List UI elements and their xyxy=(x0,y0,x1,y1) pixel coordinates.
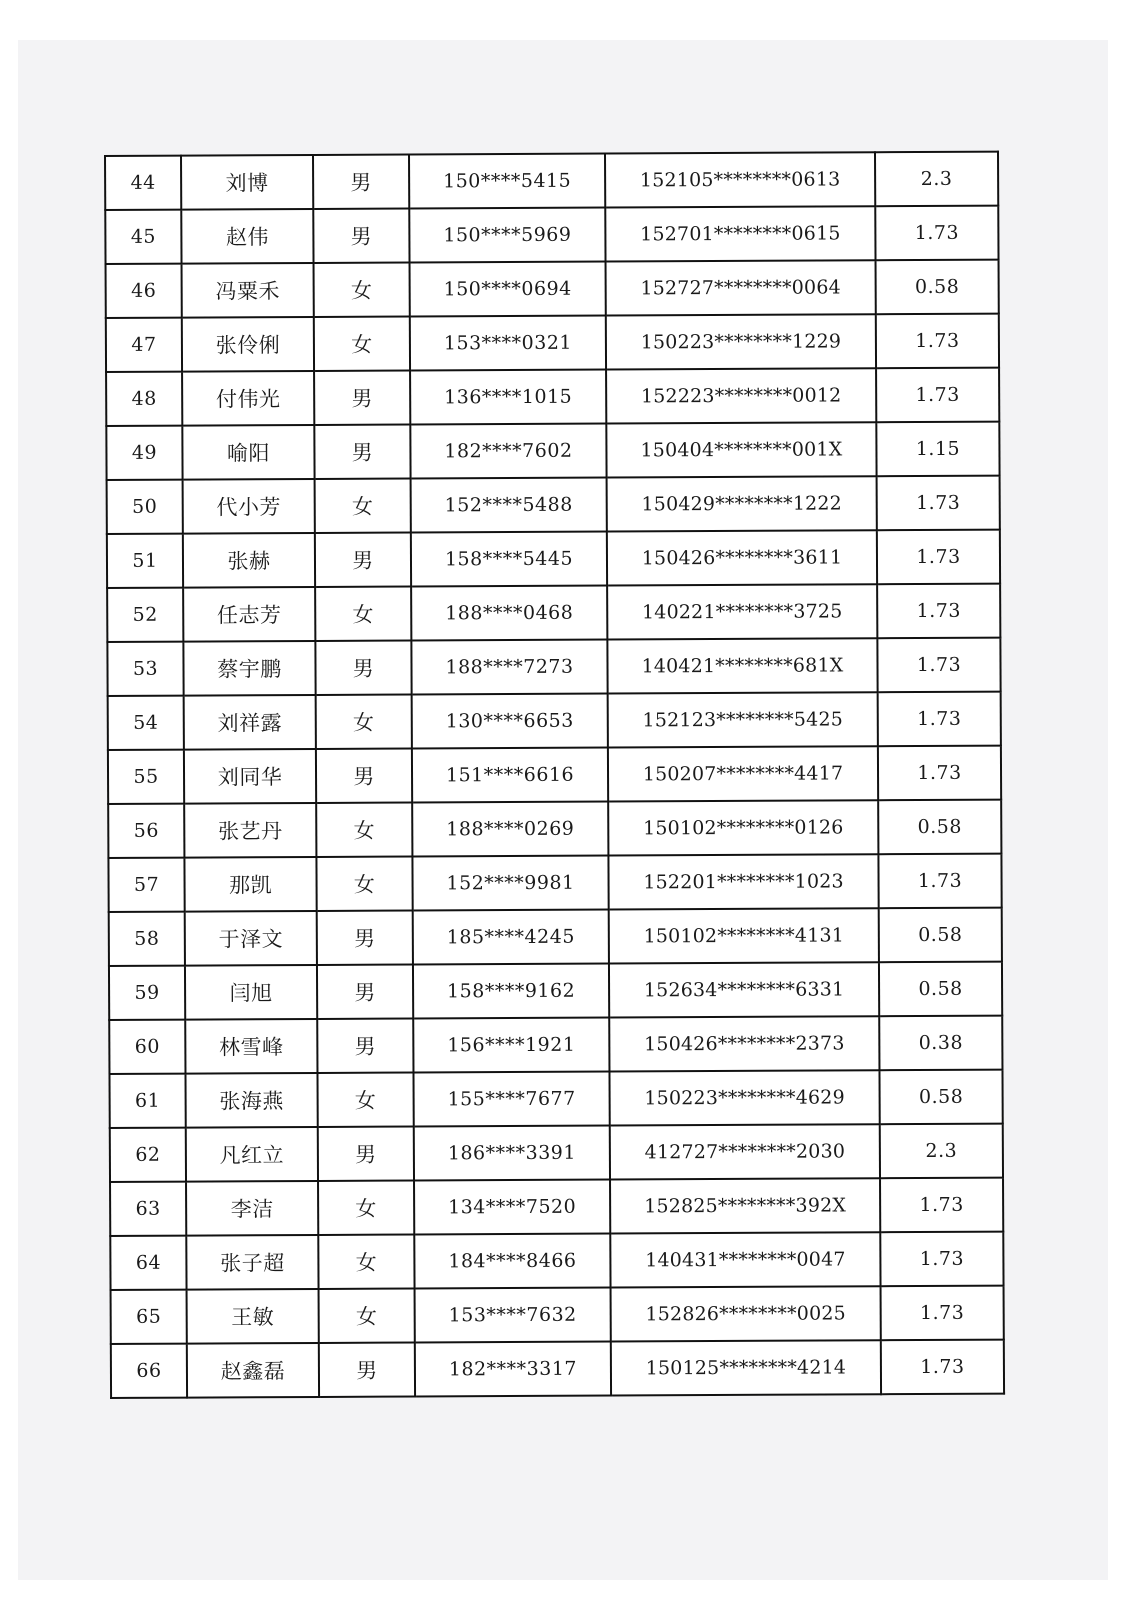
amount-cell: 1.73 xyxy=(880,1178,1003,1233)
row-number-cell: 65 xyxy=(111,1290,187,1344)
id-number-cell: 152201********1023 xyxy=(608,854,878,909)
id-number-cell: 152634********6331 xyxy=(609,962,879,1017)
phone-cell: 185****4245 xyxy=(413,910,609,965)
id-number-cell: 152105********0613 xyxy=(605,152,875,207)
gender-cell: 男 xyxy=(317,964,413,1018)
phone-cell: 152****9981 xyxy=(412,856,608,911)
name-cell: 代小芳 xyxy=(183,479,315,534)
gender-cell: 男 xyxy=(319,1342,415,1396)
phone-cell: 186****3391 xyxy=(414,1126,610,1181)
gender-cell: 女 xyxy=(316,803,412,857)
gender-cell: 女 xyxy=(318,1234,414,1288)
id-number-cell: 152826********0025 xyxy=(611,1286,881,1341)
table-row xyxy=(109,1070,1002,1128)
id-number-cell: 150102********4131 xyxy=(609,908,879,963)
phone-cell: 188****0269 xyxy=(412,802,608,857)
amount-cell: 1.73 xyxy=(877,638,1000,693)
table-row xyxy=(109,908,1002,966)
phone-cell: 188****7273 xyxy=(411,640,607,695)
phone-cell: 158****9162 xyxy=(413,964,609,1019)
name-cell: 王敏 xyxy=(187,1289,319,1344)
id-number-cell: 150102********0126 xyxy=(608,800,878,855)
gender-cell: 女 xyxy=(316,695,412,749)
table-row xyxy=(111,1286,1004,1344)
row-number-cell: 56 xyxy=(108,804,184,858)
table-row xyxy=(106,422,999,480)
id-number-cell: 152123********5425 xyxy=(608,692,878,747)
gender-cell: 男 xyxy=(314,371,410,425)
phone-cell: 152****5488 xyxy=(411,478,607,533)
row-number-cell: 58 xyxy=(109,912,185,966)
table-row xyxy=(109,1016,1002,1074)
phone-cell: 151****6616 xyxy=(412,748,608,803)
amount-cell: 1.73 xyxy=(881,1286,1004,1341)
amount-cell: 0.58 xyxy=(879,908,1002,963)
row-number-cell: 50 xyxy=(107,480,183,534)
name-cell: 刘博 xyxy=(181,155,313,210)
id-number-cell: 150426********3611 xyxy=(607,530,877,585)
amount-cell: 1.73 xyxy=(878,746,1001,801)
name-cell: 李洁 xyxy=(186,1181,318,1236)
id-number-cell: 150223********4629 xyxy=(609,1070,879,1125)
name-cell: 刘祥露 xyxy=(184,695,316,750)
gender-cell: 男 xyxy=(313,209,409,263)
name-cell: 闫旭 xyxy=(185,965,317,1020)
gender-cell: 男 xyxy=(318,1126,414,1180)
row-number-cell: 60 xyxy=(109,1020,185,1074)
amount-cell: 0.58 xyxy=(879,962,1002,1017)
row-number-cell: 63 xyxy=(110,1182,186,1236)
table-row xyxy=(106,260,999,318)
id-number-cell: 150207********4417 xyxy=(608,746,878,801)
row-number-cell: 54 xyxy=(108,696,184,750)
phone-cell: 188****0468 xyxy=(411,586,607,641)
phone-cell: 153****0321 xyxy=(410,316,606,371)
table-row xyxy=(109,962,1002,1020)
gender-cell: 女 xyxy=(314,317,410,371)
row-number-cell: 44 xyxy=(105,156,181,210)
table-row xyxy=(105,152,998,210)
row-number-cell: 64 xyxy=(110,1236,186,1290)
id-number-cell: 150223********1229 xyxy=(606,314,876,369)
row-number-cell: 62 xyxy=(110,1128,186,1182)
row-number-cell: 66 xyxy=(111,1344,187,1398)
table-row xyxy=(106,314,999,372)
name-cell: 于泽文 xyxy=(185,911,317,966)
amount-cell: 1.73 xyxy=(877,530,1000,585)
name-cell: 冯粟禾 xyxy=(182,263,314,318)
name-cell: 林雪峰 xyxy=(185,1019,317,1074)
row-number-cell: 51 xyxy=(107,534,183,588)
table-row xyxy=(105,206,998,264)
gender-cell: 女 xyxy=(319,1288,415,1342)
row-number-cell: 59 xyxy=(109,966,185,1020)
table-body xyxy=(105,152,1004,1398)
table-row xyxy=(106,368,999,426)
table-row xyxy=(107,638,1000,696)
row-number-cell: 52 xyxy=(107,588,183,642)
table-row xyxy=(111,1340,1004,1398)
subsidy-list-table xyxy=(104,151,1005,1399)
phone-cell: 130****6653 xyxy=(412,694,608,749)
phone-cell: 182****7602 xyxy=(410,424,606,479)
table-row xyxy=(107,530,1000,588)
table-row xyxy=(110,1124,1003,1182)
amount-cell: 1.73 xyxy=(876,314,999,369)
gender-cell: 男 xyxy=(315,641,411,695)
phone-cell: 136****1015 xyxy=(410,370,606,425)
row-number-cell: 47 xyxy=(106,318,182,372)
amount-cell: 2.3 xyxy=(880,1124,1003,1179)
amount-cell: 1.15 xyxy=(876,422,999,477)
amount-cell: 1.73 xyxy=(876,368,999,423)
amount-cell: 1.73 xyxy=(877,584,1000,639)
gender-cell: 女 xyxy=(316,857,412,911)
id-number-cell: 150426********2373 xyxy=(609,1016,879,1071)
gender-cell: 女 xyxy=(317,1072,413,1126)
row-number-cell: 46 xyxy=(106,264,182,318)
row-number-cell: 48 xyxy=(106,372,182,426)
row-number-cell: 55 xyxy=(108,750,184,804)
row-number-cell: 45 xyxy=(105,210,181,264)
row-number-cell: 53 xyxy=(107,642,183,696)
phone-cell: 184****8466 xyxy=(414,1234,610,1289)
id-number-cell: 152223********0012 xyxy=(606,368,876,423)
name-cell: 张海燕 xyxy=(185,1073,317,1128)
name-cell: 张伶俐 xyxy=(182,317,314,372)
name-cell: 张子超 xyxy=(186,1235,318,1290)
phone-cell: 134****7520 xyxy=(414,1180,610,1235)
phone-cell: 153****7632 xyxy=(415,1288,611,1343)
table-row xyxy=(108,746,1001,804)
gender-cell: 女 xyxy=(315,587,411,641)
name-cell: 蔡宇鹏 xyxy=(183,641,315,696)
name-cell: 喻阳 xyxy=(182,425,314,480)
phone-cell: 158****5445 xyxy=(411,532,607,587)
name-cell: 张赫 xyxy=(183,533,315,588)
phone-cell: 182****3317 xyxy=(415,1342,611,1397)
table-row xyxy=(108,692,1001,750)
id-number-cell: 140221********3725 xyxy=(607,584,877,639)
name-cell: 赵鑫磊 xyxy=(187,1343,319,1398)
gender-cell: 男 xyxy=(313,155,409,209)
amount-cell: 1.73 xyxy=(880,1232,1003,1287)
amount-cell: 0.58 xyxy=(876,260,999,315)
phone-cell: 150****5969 xyxy=(409,208,605,263)
amount-cell: 0.58 xyxy=(878,800,1001,855)
id-number-cell: 150404********001X xyxy=(606,422,876,477)
amount-cell: 1.73 xyxy=(881,1340,1004,1395)
table-row xyxy=(108,800,1001,858)
id-number-cell: 150429********1222 xyxy=(607,476,877,531)
phone-cell: 150****5415 xyxy=(409,154,605,209)
amount-cell: 1.73 xyxy=(878,692,1001,747)
amount-cell: 0.58 xyxy=(879,1070,1002,1125)
gender-cell: 男 xyxy=(314,425,410,479)
name-cell: 那凯 xyxy=(184,857,316,912)
amount-cell: 2.3 xyxy=(875,152,998,207)
table-row xyxy=(110,1178,1003,1236)
name-cell: 任志芳 xyxy=(183,587,315,642)
phone-cell: 156****1921 xyxy=(413,1018,609,1073)
name-cell: 付伟光 xyxy=(182,371,314,426)
gender-cell: 男 xyxy=(316,749,412,803)
amount-cell: 1.73 xyxy=(875,206,998,261)
table-row xyxy=(110,1232,1003,1290)
row-number-cell: 57 xyxy=(108,858,184,912)
gender-cell: 男 xyxy=(315,533,411,587)
amount-cell: 1.73 xyxy=(877,476,1000,531)
name-cell: 凡红立 xyxy=(186,1127,318,1182)
gender-cell: 女 xyxy=(315,479,411,533)
name-cell: 张艺丹 xyxy=(184,803,316,858)
name-cell: 刘同华 xyxy=(184,749,316,804)
id-number-cell: 152825********392X xyxy=(610,1178,880,1233)
gender-cell: 男 xyxy=(317,1018,413,1072)
row-number-cell: 49 xyxy=(106,426,182,480)
id-number-cell: 140431********0047 xyxy=(610,1232,880,1287)
table-row xyxy=(108,854,1001,912)
id-number-cell: 140421********681X xyxy=(607,638,877,693)
gender-cell: 男 xyxy=(317,911,413,965)
row-number-cell: 61 xyxy=(109,1074,185,1128)
gender-cell: 女 xyxy=(318,1180,414,1234)
id-number-cell: 412727********2030 xyxy=(610,1124,880,1179)
id-number-cell: 150125********4214 xyxy=(611,1340,881,1395)
table-row xyxy=(107,476,1000,534)
phone-cell: 155****7677 xyxy=(413,1072,609,1127)
amount-cell: 1.73 xyxy=(878,854,1001,909)
id-number-cell: 152701********0615 xyxy=(605,206,875,261)
amount-cell: 0.38 xyxy=(879,1016,1002,1071)
name-cell: 赵伟 xyxy=(181,209,313,264)
gender-cell: 女 xyxy=(314,263,410,317)
table-row xyxy=(107,584,1000,642)
phone-cell: 150****0694 xyxy=(410,262,606,317)
id-number-cell: 152727********0064 xyxy=(606,260,876,315)
